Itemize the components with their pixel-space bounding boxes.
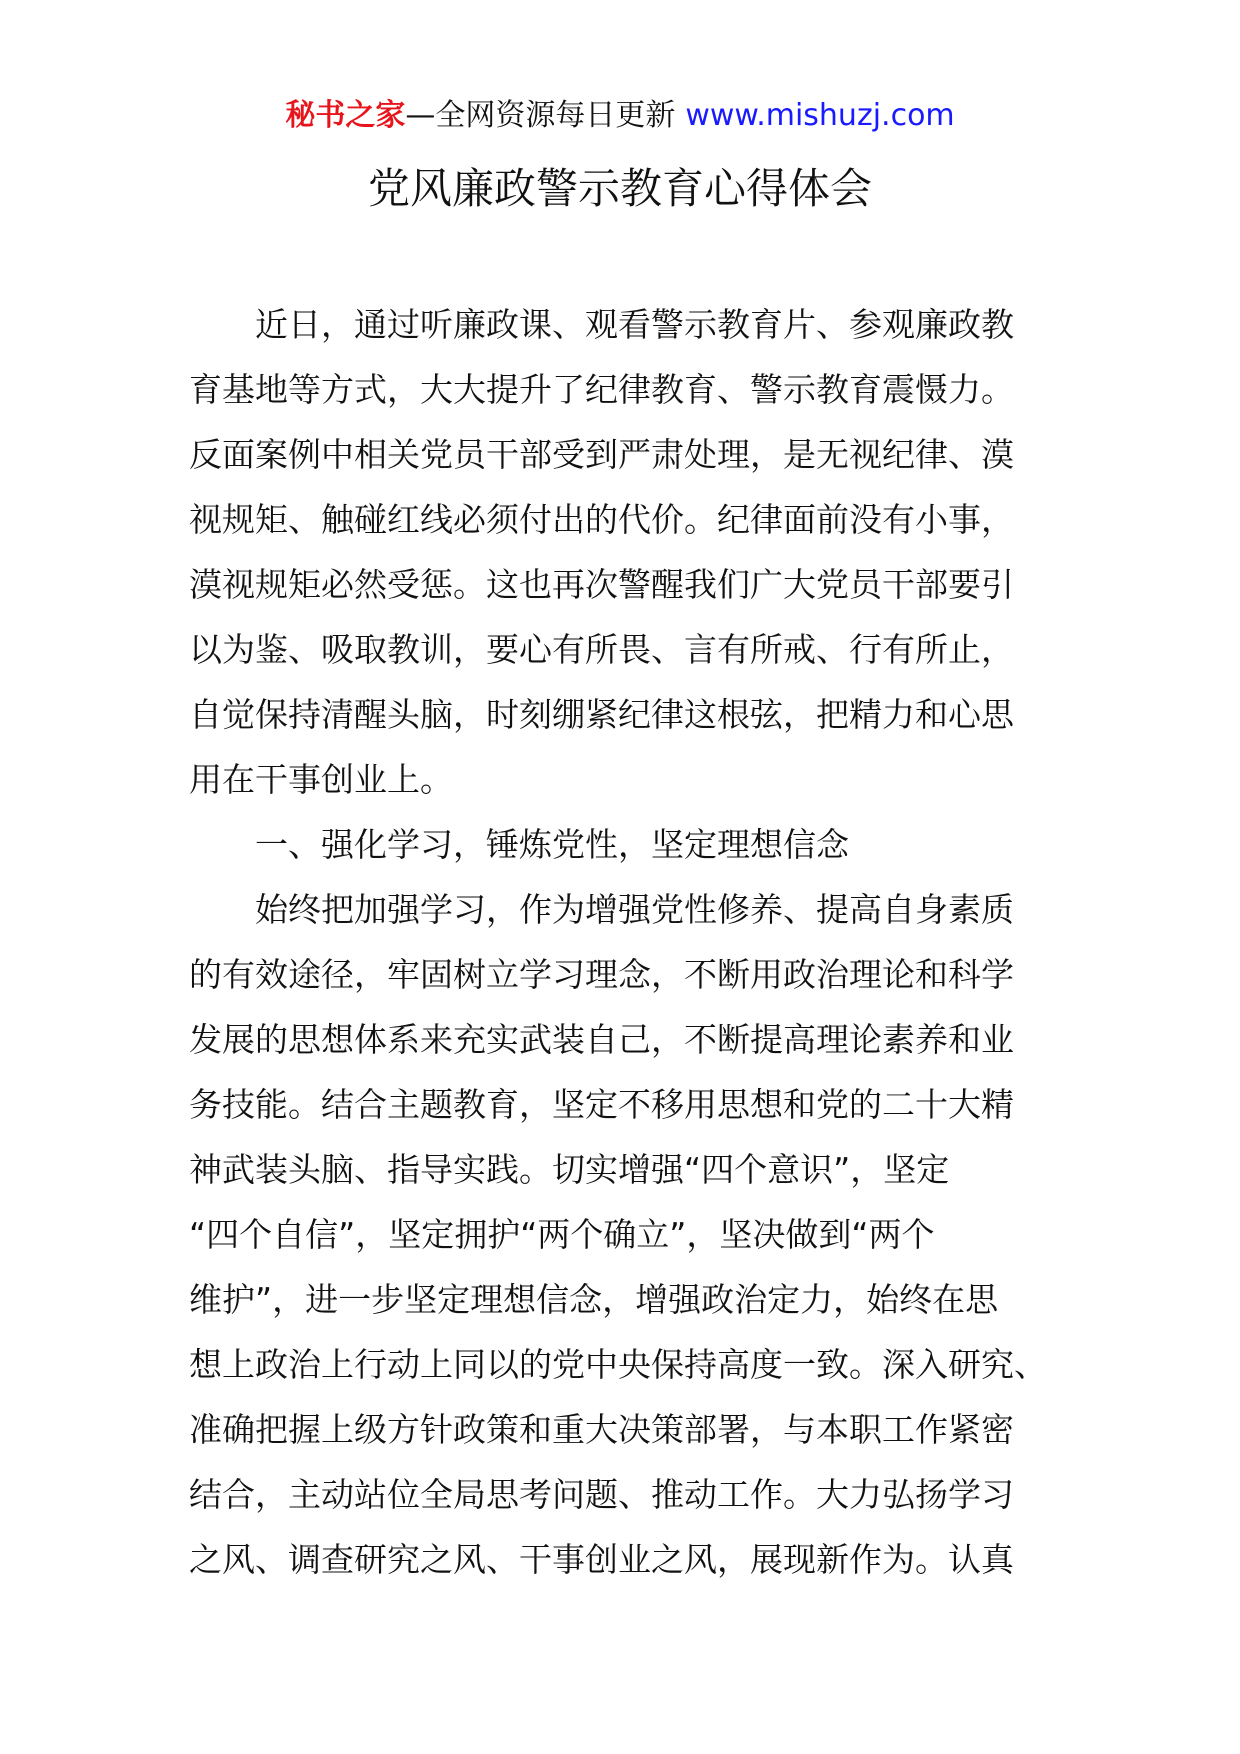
paragraph-line: 用在干事创业上。 <box>189 760 453 799</box>
document-body <box>189 292 1047 1592</box>
paragraph-line: 育基地等方式，大大提升了纪律教育、警示教育震慑力。 <box>189 370 1014 409</box>
paragraph-line: 始终把加强学习，作为增强党性修养、提高自身素质 <box>255 890 1014 929</box>
header-tagline: —全网资源每日更新 <box>405 98 676 133</box>
paragraph-line: 反面案例中相关党员干部受到严肃处理，是无视纪律、漠 <box>189 435 1014 474</box>
paragraph-line: 想上政治上行动上同以的党中央保持高度一致。深入研究、 <box>189 1345 1047 1384</box>
paragraph-line: 维护”，进一步坚定理想信念，增强政治定力，始终在思 <box>189 1280 999 1319</box>
site-url-link[interactable]: www.mishuzj.com <box>685 98 955 133</box>
paragraph-line: 结合，主动站位全局思考问题、推动工作。大力弘扬学习 <box>189 1475 1014 1514</box>
paragraph-line: 以为鉴、吸取教训，要心有所畏、言有所戒、行有所止， <box>189 630 1014 669</box>
brand-name: 秘书之家 <box>285 98 406 133</box>
paragraph-line: 自觉保持清醒头脑，时刻绷紧纪律这根弦，把精力和心思 <box>189 695 1014 734</box>
paragraph-line: 准确把握上级方针政策和重大决策部署，与本职工作紧密 <box>189 1410 1014 1449</box>
paragraph-line: 神武装头脑、指导实践。切实增强“四个意识”，坚定 <box>189 1150 950 1189</box>
paragraph-line: 的有效途径，牢固树立学习理念，不断用政治理论和科学 <box>189 955 1014 994</box>
section-heading: 一、强化学习，锤炼党性，坚定理想信念 <box>255 825 849 864</box>
document-title: 党风廉政警示教育心得体会 <box>367 164 872 213</box>
paragraph-line: 务技能。结合主题教育，坚定不移用思想和党的二十大精 <box>189 1085 1014 1124</box>
paragraph-line: 之风、调查研究之风、干事创业之风，展现新作为。认真 <box>189 1540 1014 1579</box>
site-header <box>0 96 1240 136</box>
paragraph-line: 漠视规矩必然受惩。这也再次警醒我们广大党员干部要引 <box>189 565 1014 604</box>
paragraph-line: 近日，通过听廉政课、观看警示教育片、参观廉政教 <box>255 305 1014 344</box>
paragraph-line: “四个自信”，坚定拥护“两个确立”，坚决做到“两个 <box>189 1215 935 1254</box>
paragraph-line: 发展的思想体系来充实武装自己，不断提高理论素养和业 <box>189 1020 1014 1059</box>
paragraph-line: 视规矩、触碰红线必须付出的代价。纪律面前没有小事， <box>189 500 1014 539</box>
